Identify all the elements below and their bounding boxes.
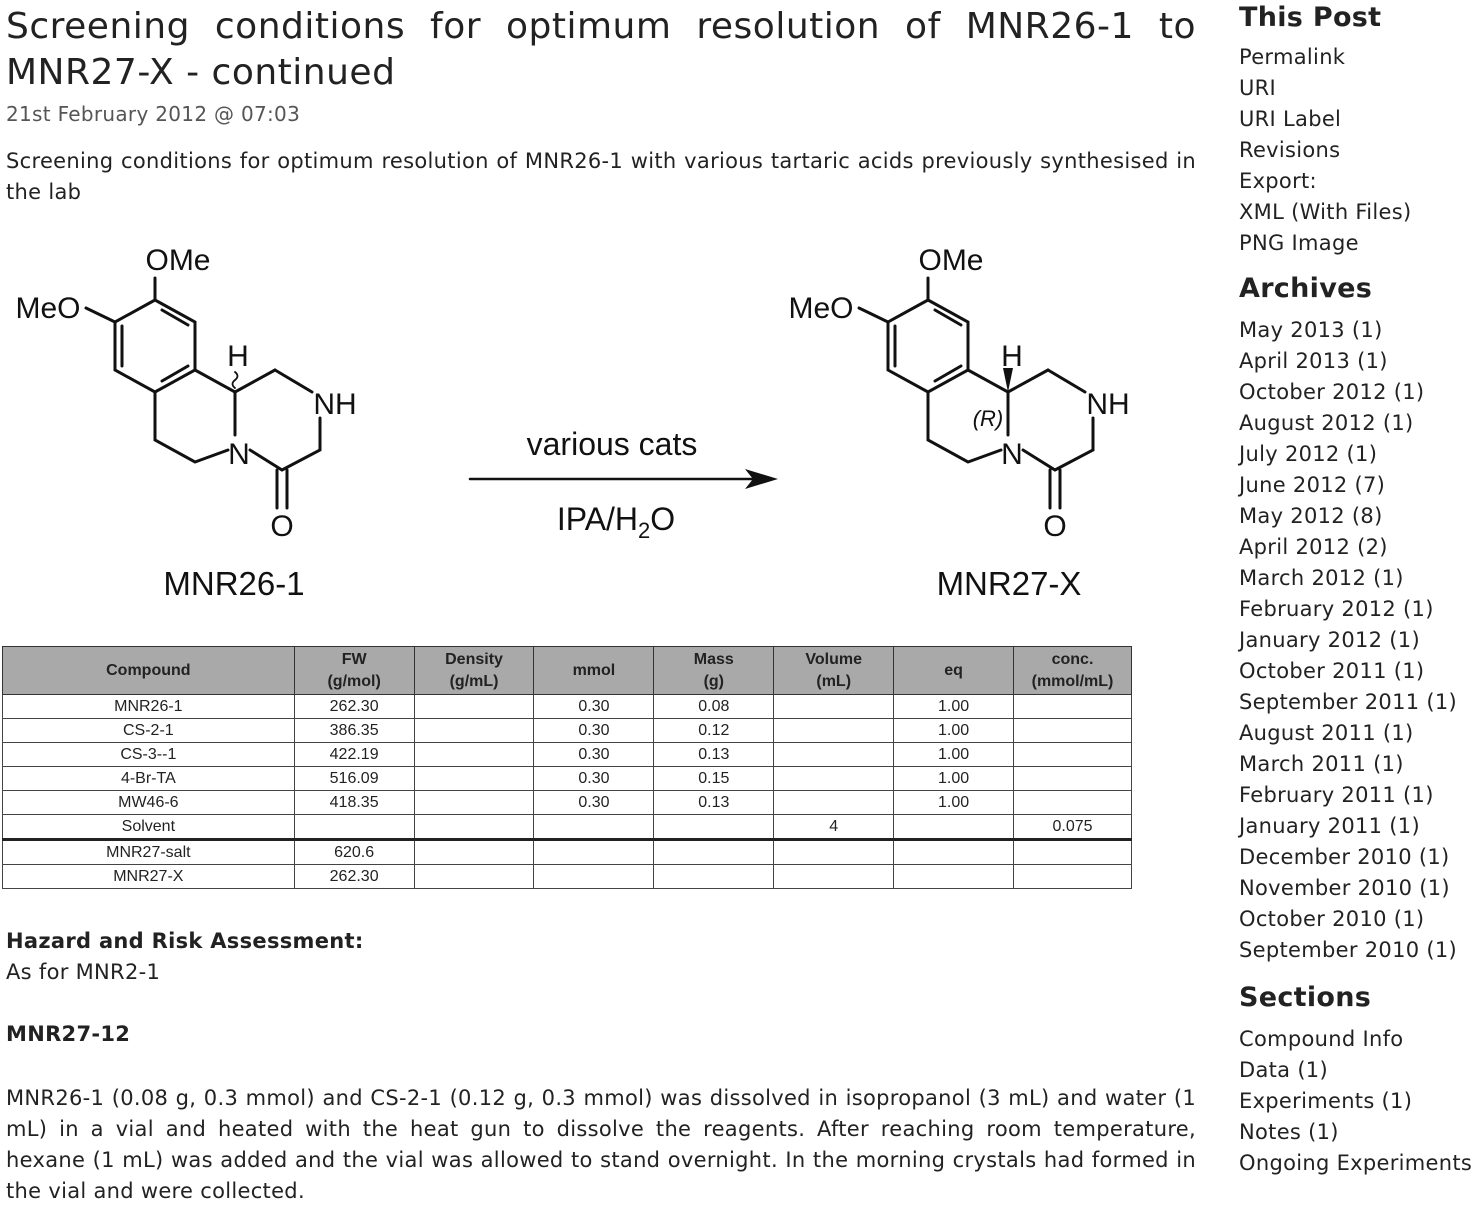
archive-link[interactable]: September 2011 (1) <box>1239 690 1458 714</box>
table-cell <box>1014 695 1132 719</box>
section-link[interactable]: Experiments (1) <box>1239 1089 1413 1113</box>
table-row <box>3 840 1132 865</box>
table-cell <box>1014 767 1132 791</box>
table-cell <box>894 840 1014 865</box>
archive-link[interactable]: August 2011 (1) <box>1239 721 1414 745</box>
table-cell: 0.30 <box>534 791 654 815</box>
archive-link[interactable]: May 2012 (8) <box>1239 504 1383 528</box>
table-cell <box>774 791 894 815</box>
section-item[interactable] <box>1239 1148 1472 1179</box>
table-cell <box>1014 840 1132 865</box>
table-cell <box>654 840 774 865</box>
archives-list <box>1239 315 1458 966</box>
table-row <box>3 719 1132 743</box>
table-cell <box>1014 865 1132 889</box>
ome-label-left: OMe <box>145 244 211 277</box>
table-cell <box>534 865 654 889</box>
h-label-right: H <box>1001 340 1023 373</box>
table-cell <box>1014 719 1132 743</box>
table-cell: 0.08 <box>654 695 774 719</box>
this-post-item[interactable] <box>1239 73 1400 104</box>
table-row <box>3 695 1132 719</box>
column-header <box>534 647 654 695</box>
n-label-left: N <box>228 438 250 471</box>
archive-link[interactable]: February 2012 (1) <box>1239 597 1434 621</box>
column-header <box>1014 647 1132 695</box>
this-post-link[interactable]: XML (With Files) <box>1239 200 1412 224</box>
archive-item[interactable] <box>1239 873 1450 904</box>
column-header <box>774 647 894 695</box>
table-cell <box>414 815 534 840</box>
column-header-text: conc. <box>1051 650 1094 668</box>
table-row <box>3 743 1132 767</box>
archive-link[interactable]: October 2012 (1) <box>1239 380 1425 404</box>
ome-label-right: OMe <box>918 244 984 277</box>
table-cell: CS-2-1 <box>3 719 295 743</box>
section-link[interactable]: Data (1) <box>1239 1058 1328 1082</box>
o-label-right: O <box>1043 510 1067 543</box>
section-item[interactable] <box>1239 1086 1413 1117</box>
stereo-label: (R) <box>972 406 1004 431</box>
archive-item[interactable] <box>1239 687 1458 718</box>
this-post-item[interactable] <box>1239 197 1412 228</box>
section-item[interactable] <box>1239 1024 1404 1055</box>
archive-item[interactable] <box>1239 935 1458 966</box>
table-cell: MW46-6 <box>3 791 295 815</box>
table-cell: 0.30 <box>534 695 654 719</box>
section-link[interactable]: Compound Info <box>1239 1027 1404 1051</box>
table-cell: 0.075 <box>1014 815 1132 840</box>
column-header-text: FW <box>341 650 367 668</box>
table-cell: MNR26-1 <box>3 695 295 719</box>
archive-item[interactable] <box>1239 656 1425 687</box>
compound-name-right: MNR27-X <box>936 565 1082 602</box>
archive-link[interactable]: September 2010 (1) <box>1239 938 1458 962</box>
archive-link[interactable]: April 2013 (1) <box>1239 349 1388 373</box>
this-post-link[interactable]: URI Label <box>1239 107 1342 131</box>
table-cell: 418.35 <box>294 791 414 815</box>
reagent-label-bottom: IPA/$H_2O$ <box>556 501 676 543</box>
table-cell: MNR27-salt <box>3 840 295 865</box>
table-cell: 0.30 <box>534 719 654 743</box>
table-cell <box>534 840 654 865</box>
reagent-table <box>2 646 1132 889</box>
archive-link[interactable]: January 2012 (1) <box>1239 628 1420 652</box>
table-cell <box>774 840 894 865</box>
column-header-text: Compound <box>106 661 191 679</box>
this-post-item[interactable] <box>1239 228 1400 259</box>
archive-item[interactable] <box>1239 842 1450 873</box>
table-cell <box>414 791 534 815</box>
this-post-link[interactable]: Revisions <box>1239 138 1341 162</box>
table-cell <box>774 695 894 719</box>
table-cell: 4 <box>774 815 894 840</box>
table-cell <box>1014 743 1132 767</box>
sections-heading: Sections <box>1239 982 1372 1013</box>
table-cell <box>414 743 534 767</box>
archives-heading: Archives <box>1239 273 1373 304</box>
archive-link[interactable]: March 2011 (1) <box>1239 752 1404 776</box>
experiment-text: MNR26-1 (0.08 g, 0.3 mmol) and CS-2-1 (0.12 g, 0.3 mmol) was dissolved in isopropanol (3 mL) and water (1 mL) in a vial and heated with the heat gun to dissolve the reagents. After reaching room temperature, hexane (1 mL) was added and the vial was allowed to stand overnight. In the morning crystals had formed in the vial and were collected. <box>6 1086 1196 1203</box>
archive-item[interactable] <box>1239 501 1400 532</box>
archive-item[interactable] <box>1239 749 1404 780</box>
post-content <box>6 0 1196 208</box>
table-cell: 0.12 <box>654 719 774 743</box>
table-row <box>3 767 1132 791</box>
archive-link[interactable]: November 2010 (1) <box>1239 876 1450 900</box>
archive-item[interactable] <box>1239 904 1425 935</box>
hazard-text: As for MNR2-1 <box>6 960 161 984</box>
archive-item[interactable] <box>1239 532 1400 563</box>
table-cell: 0.15 <box>654 767 774 791</box>
table-cell: 4-Br-TA <box>3 767 295 791</box>
table-cell: 1.00 <box>894 791 1014 815</box>
this-post-item[interactable] <box>1239 42 1400 73</box>
experiment-heading: MNR27-12 <box>6 1022 131 1046</box>
archive-item[interactable] <box>1239 811 1420 842</box>
table-cell <box>1014 791 1132 815</box>
column-header <box>654 647 774 695</box>
table-cell: CS-3--1 <box>3 743 295 767</box>
table-cell: 1.00 <box>894 695 1014 719</box>
table-cell <box>534 815 654 840</box>
column-header-text: Density <box>445 650 503 668</box>
o-label-left: O <box>270 510 294 543</box>
archive-link[interactable]: October 2010 (1) <box>1239 907 1425 931</box>
column-header-text: mmol <box>572 661 616 679</box>
table-cell: 0.30 <box>534 743 654 767</box>
this-post-item[interactable] <box>1239 135 1400 166</box>
archive-link[interactable]: July 2012 (1) <box>1239 442 1378 466</box>
table-row <box>3 791 1132 815</box>
table-body <box>3 695 1132 889</box>
table-cell: 0.13 <box>654 743 774 767</box>
archive-item[interactable] <box>1239 625 1420 656</box>
archive-link[interactable]: June 2012 (7) <box>1239 473 1386 497</box>
h-label-left: H <box>227 340 249 373</box>
table-cell <box>294 815 414 840</box>
archive-item[interactable] <box>1239 408 1414 439</box>
column-header <box>894 647 1014 695</box>
column-header <box>3 647 295 695</box>
table-cell: 386.35 <box>294 719 414 743</box>
archive-item[interactable] <box>1239 377 1425 408</box>
column-header-text: (g/mL) <box>449 672 499 690</box>
archive-item[interactable] <box>1239 563 1404 594</box>
section-item[interactable] <box>1239 1117 1400 1148</box>
column-header-text: Mass <box>693 650 734 668</box>
table-cell <box>894 815 1014 840</box>
table-row <box>3 815 1132 840</box>
section-link[interactable]: Ongoing Experiments <box>1239 1151 1472 1175</box>
section-item[interactable] <box>1239 1055 1400 1086</box>
archive-link[interactable]: December 2010 (1) <box>1239 845 1450 869</box>
column-header-text: (g/mol) <box>327 672 381 690</box>
reagent-label-top: various cats <box>526 426 698 462</box>
archive-item[interactable] <box>1239 315 1400 346</box>
archive-item[interactable] <box>1239 780 1434 811</box>
archive-link[interactable]: March 2012 (1) <box>1239 566 1404 590</box>
archive-item[interactable] <box>1239 718 1414 749</box>
table-cell <box>774 865 894 889</box>
table-cell <box>414 767 534 791</box>
table-cell <box>654 865 774 889</box>
hazard-heading: Hazard and Risk Assessment: <box>6 929 364 953</box>
archive-link[interactable]: August 2012 (1) <box>1239 411 1414 435</box>
column-header-text: (mL) <box>816 672 852 690</box>
this-post-link[interactable]: Permalink <box>1239 45 1346 69</box>
archive-item[interactable] <box>1239 439 1400 470</box>
sections-list <box>1239 1024 1472 1179</box>
table-cell: 1.00 <box>894 719 1014 743</box>
nh-label-left: NH <box>313 388 357 421</box>
this-post-item[interactable] <box>1239 104 1400 135</box>
section-link[interactable]: Notes (1) <box>1239 1120 1339 1144</box>
table-cell <box>414 719 534 743</box>
post-title: Screening conditions for optimum resolution of MNR26-1 to MNR27-X - continued <box>6 6 1196 93</box>
table-cell <box>774 743 894 767</box>
table-cell <box>654 815 774 840</box>
this-post-item[interactable] <box>1239 166 1400 197</box>
table-cell <box>894 865 1014 889</box>
archive-item[interactable] <box>1239 594 1434 625</box>
column-header-text: (mmol/mL) <box>1031 672 1114 690</box>
column-header <box>294 647 414 695</box>
archive-item[interactable] <box>1239 470 1400 501</box>
table-cell: 262.30 <box>294 865 414 889</box>
this-post-link[interactable]: PNG Image <box>1239 231 1359 255</box>
archive-link[interactable]: October 2011 (1) <box>1239 659 1425 683</box>
table-cell <box>414 865 534 889</box>
table-cell <box>774 767 894 791</box>
this-post-link[interactable]: Export: <box>1239 169 1317 193</box>
table-cell: 422.19 <box>294 743 414 767</box>
column-header-text: eq <box>944 661 963 679</box>
table-cell: 0.13 <box>654 791 774 815</box>
archive-link[interactable]: May 2013 (1) <box>1239 318 1383 342</box>
post-date: 21st February 2012 @ 07:03 <box>6 102 301 126</box>
n-label-right: N <box>1001 438 1023 471</box>
column-header-text: (g) <box>703 672 725 690</box>
table-cell: 1.00 <box>894 767 1014 791</box>
table-cell: 0.30 <box>534 767 654 791</box>
compound-name-left: MNR26-1 <box>163 565 305 602</box>
nh-label-right: NH <box>1086 388 1130 421</box>
table-cell <box>414 695 534 719</box>
archive-link[interactable]: April 2012 (2) <box>1239 535 1388 559</box>
this-post-list <box>1239 42 1412 259</box>
table-cell: 1.00 <box>894 743 1014 767</box>
table-row <box>3 865 1132 889</box>
meo-label-left: MeO <box>15 292 81 325</box>
table-cell <box>414 840 534 865</box>
this-post-heading: This Post <box>1239 2 1382 33</box>
meo-label-right: MeO <box>788 292 854 325</box>
archive-link[interactable]: February 2011 (1) <box>1239 783 1434 807</box>
table-cell: 516.09 <box>294 767 414 791</box>
column-header <box>414 647 534 695</box>
archive-link[interactable]: January 2011 (1) <box>1239 814 1420 838</box>
table-cell: Solvent <box>3 815 295 840</box>
table-cell: MNR27-X <box>3 865 295 889</box>
archive-item[interactable] <box>1239 346 1400 377</box>
this-post-link[interactable]: URI <box>1239 76 1277 100</box>
table-cell <box>774 719 894 743</box>
table-header-row <box>3 647 1132 695</box>
reaction-scheme <box>0 228 1190 608</box>
table-cell: 262.30 <box>294 695 414 719</box>
sidebar <box>1239 0 1472 1179</box>
column-header-text: Volume <box>805 650 862 668</box>
post-intro: Screening conditions for optimum resolution of MNR26-1 with various tartaric acids previously synthesised in the lab <box>6 149 1196 204</box>
table-cell: 620.6 <box>294 840 414 865</box>
